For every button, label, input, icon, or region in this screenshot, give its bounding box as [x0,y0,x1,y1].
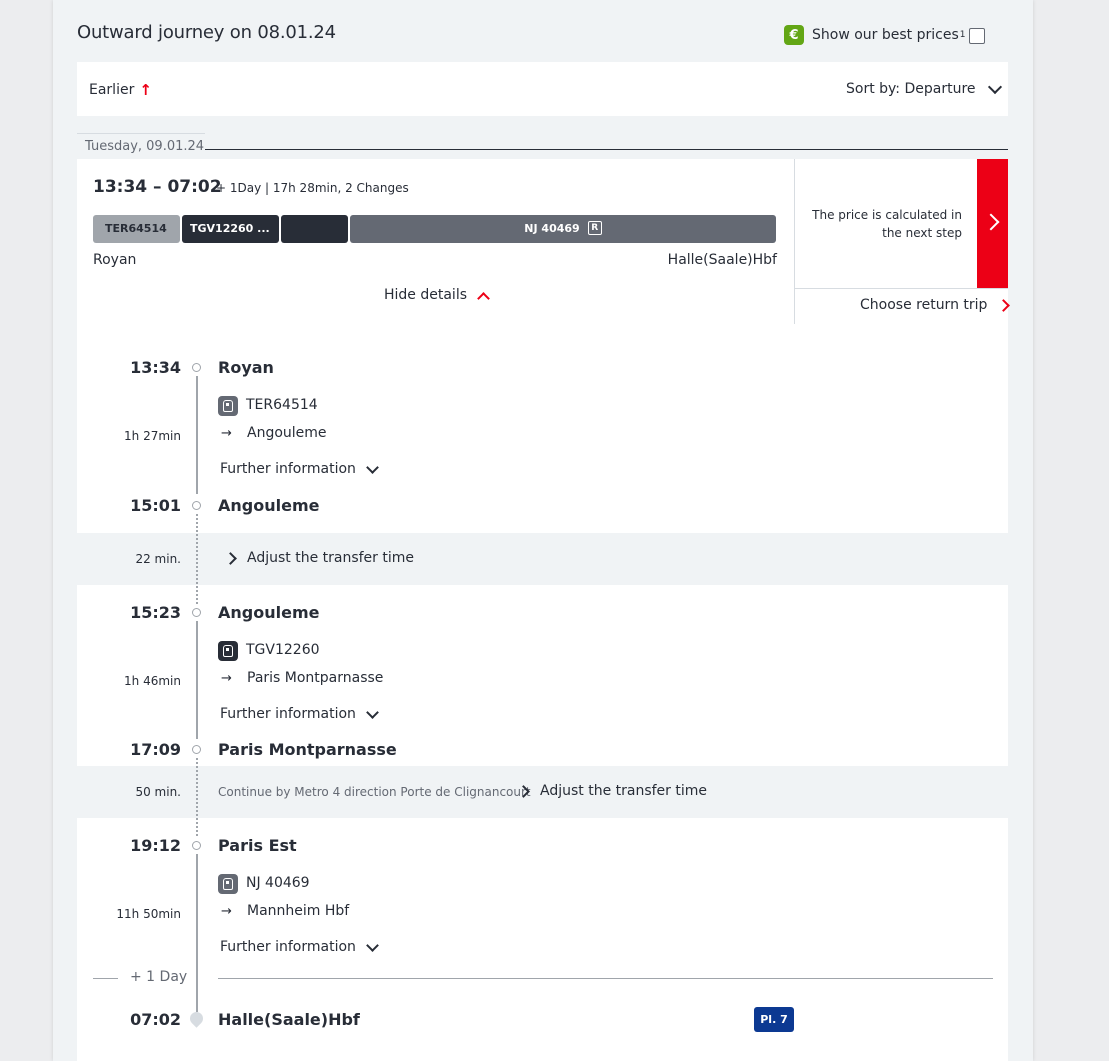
hide-details-button[interactable] [384,287,488,303]
reservation-icon: R [588,221,602,235]
day-divider [218,978,993,979]
earlier-button[interactable] [89,81,152,99]
arrow-right-icon: → [221,426,232,441]
timeline-line [196,854,198,1012]
leg-departure-station: Royan [218,358,274,377]
best-prices-checkbox[interactable] [969,28,985,44]
leg-departure-station: Paris Est [218,836,297,855]
price-divider [795,288,1008,289]
best-prices-toggle[interactable] [784,25,965,45]
further-info-label: Further information [220,939,356,955]
sort-label: Sort by: Departure [846,81,976,97]
segment-nj-label: NJ 40469 [524,222,580,235]
best-prices-footnote: 1 [959,30,966,40]
arrow-right-icon: → [221,904,232,919]
journey-times: 13:34 – 07:02 [93,177,222,197]
leg-duration: 1h 27min [124,429,181,443]
day-divider [93,978,118,979]
leg-duration: 11h 50min [116,907,181,921]
platform-badge: Pl. 7 [754,1007,794,1032]
page-title: Outward journey on 08.01.24 [77,22,336,43]
segment-nj [350,215,776,243]
journey-details [77,324,1008,1061]
leg-departure-time: 15:23 [130,603,181,622]
timeline-line [196,376,198,494]
sort-dropdown[interactable] [846,81,1000,97]
further-info-button[interactable] [220,461,377,477]
leg-train: TGV12260 [246,642,320,658]
stop-node-icon [192,841,201,850]
leg-arrival-time: 17:09 [130,740,181,759]
adjust-transfer-label: Adjust the transfer time [247,550,415,566]
chevron-down-icon [366,461,379,474]
return-trip-label: Choose return trip [860,297,988,313]
date-divider [205,149,1008,150]
leg-departure-time: 13:34 [130,358,181,377]
leg-direction: Mannheim Hbf [247,903,350,919]
date-tab: Tuesday, 09.01.24 [77,133,205,159]
leg-arrival-station: Halle(Saale)Hbf [218,1010,360,1029]
choose-return-trip-link[interactable] [860,297,1008,313]
leg-direction: Angouleme [247,425,327,441]
chevron-right-icon [517,785,530,798]
chevron-down-icon [366,939,379,952]
timeline-walk-line [196,758,198,836]
train-icon [218,874,238,894]
leg-direction: Paris Montparnasse [247,670,384,686]
adjust-transfer-button[interactable] [226,550,414,566]
train-icon [218,396,238,416]
stop-node-icon [192,608,201,617]
adjust-transfer-button[interactable] [519,783,707,799]
stop-node-icon [192,745,201,754]
timeline-walk-line [196,514,198,604]
chevron-up-icon [477,292,490,305]
adjust-transfer-label: Adjust the transfer time [540,783,708,799]
arrow-up-icon: ↑ [139,81,152,99]
segment-transfer [281,215,348,243]
leg-train: NJ 40469 [246,875,310,891]
further-info-label: Further information [220,706,356,722]
further-info-label: Further information [220,461,356,477]
leg-arrival-station: Paris Montparnasse [218,740,397,759]
transfer-duration: 22 min. [135,552,181,566]
leg-arrival-time: 07:02 [130,1010,181,1029]
chevron-right-icon [224,552,237,565]
arrow-right-icon: → [221,671,232,686]
leg-arrival-time: 15:01 [130,496,181,515]
leg-departure-station: Angouleme [218,603,320,622]
transfer-row [77,533,1008,585]
earlier-label: Earlier [89,82,135,98]
chevron-down-icon [987,79,1001,93]
leg-train: TER64514 [246,397,318,413]
timeline-line [196,621,198,739]
journey-meta: + 1Day | 17h 28min, 2 Changes [216,181,409,195]
euro-icon: € [784,25,804,45]
price-info: The price is calculated in the next step [812,208,962,240]
further-info-button[interactable] [220,706,377,722]
segment-ter: TER64514 [93,215,180,243]
stop-node-icon [192,501,201,510]
chevron-right-icon [998,299,1011,312]
transfer-duration: 50 min. [135,785,181,799]
leg-duration: 1h 46min [124,674,181,688]
best-prices-label: Show our best prices [812,27,959,43]
journey-destination: Halle(Saale)Hbf [667,252,777,268]
leg-departure-time: 19:12 [130,836,181,855]
hide-details-label: Hide details [384,287,468,303]
journey-origin: Royan [93,252,137,268]
chevron-down-icon [366,706,379,719]
train-icon [218,641,238,661]
origin-node-icon [192,363,201,372]
further-info-button[interactable] [220,939,377,955]
plus-day-label: + 1 Day [130,969,188,985]
leg-arrival-station: Angouleme [218,496,320,515]
transfer-note: Continue by Metro 4 direction Porte de Clignancourt [218,785,531,799]
segment-tgv: TGV12260 ... [182,215,279,243]
